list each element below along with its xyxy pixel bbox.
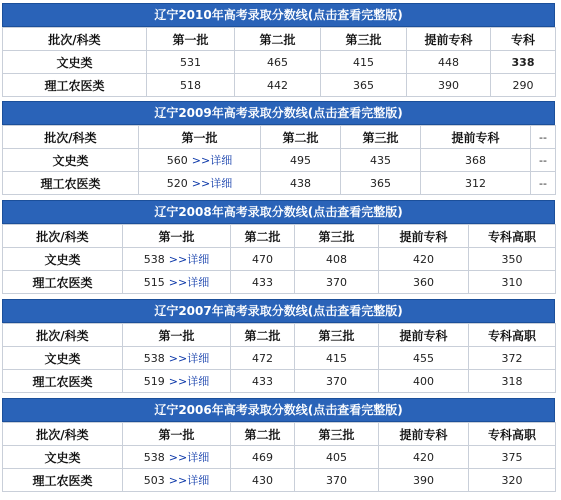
- score-cell: 531: [147, 51, 235, 74]
- score-value: 560: [166, 154, 188, 167]
- score-cell: 350: [469, 248, 556, 271]
- col-header: 第三批: [341, 126, 421, 149]
- title-2007[interactable]: 辽宁2007年高考录取分数线(点击查看完整版): [154, 304, 403, 318]
- score-cell: 312: [421, 172, 531, 195]
- title-link-2006[interactable]: [2, 398, 555, 422]
- score-cell: 372: [469, 347, 556, 370]
- score-cell: 518: [147, 74, 235, 97]
- score-cell: 469: [231, 446, 295, 469]
- header-row: [3, 126, 556, 149]
- table-row: [3, 347, 556, 370]
- score-cell: 472: [231, 347, 295, 370]
- score-cell: 470: [231, 248, 295, 271]
- col-header: 第三批: [295, 324, 379, 347]
- col-header: 第一批: [123, 324, 231, 347]
- score-cell: 368: [421, 149, 531, 172]
- score-cell: 448: [407, 51, 491, 74]
- col-header: 第三批: [321, 28, 407, 51]
- table-row: [3, 172, 556, 195]
- score-value: 538: [143, 352, 165, 365]
- table-2007: [2, 299, 555, 393]
- col-header: 第三批: [295, 225, 379, 248]
- score-cell: 438: [261, 172, 341, 195]
- score-value: 503: [143, 474, 165, 487]
- table-row: [3, 248, 556, 271]
- col-header: 批次/科类: [3, 423, 123, 446]
- table-row: [3, 149, 556, 172]
- table-2009: [2, 101, 555, 195]
- score-table-2010: [2, 27, 556, 97]
- row-category: 文史类: [3, 248, 123, 271]
- score-cell: 442: [235, 74, 321, 97]
- title-link-2009[interactable]: [2, 101, 555, 125]
- score-table-2007: [2, 323, 556, 393]
- score-cell: 495: [261, 149, 341, 172]
- score-cell: [123, 446, 231, 469]
- detail-link[interactable]: >>详细: [168, 474, 210, 487]
- header-row: [3, 28, 556, 51]
- header-row: [3, 423, 556, 446]
- score-cell: 400: [379, 370, 469, 393]
- score-cell: 430: [231, 469, 295, 492]
- col-header: 批次/科类: [3, 28, 147, 51]
- score-cell: 370: [295, 469, 379, 492]
- score-cell: [123, 271, 231, 294]
- score-value: 515: [143, 276, 165, 289]
- score-table-2008: [2, 224, 556, 294]
- score-cell: 435: [341, 149, 421, 172]
- title-link-2007[interactable]: [2, 299, 555, 323]
- col-header: 第二批: [231, 324, 295, 347]
- score-cell: 415: [321, 51, 407, 74]
- score-cell: 433: [231, 271, 295, 294]
- score-cell: 338: [491, 51, 556, 74]
- title-link-2010[interactable]: [2, 3, 555, 27]
- row-category: 理工农医类: [3, 172, 139, 195]
- score-cell: 365: [321, 74, 407, 97]
- col-header: 批次/科类: [3, 324, 123, 347]
- score-cell: 318: [469, 370, 556, 393]
- col-header: 提前专科: [407, 28, 491, 51]
- row-category: 文史类: [3, 446, 123, 469]
- col-header: 提前专科: [379, 423, 469, 446]
- detail-link[interactable]: >>详细: [168, 253, 210, 266]
- score-cell: 405: [295, 446, 379, 469]
- detail-link[interactable]: >>详细: [191, 154, 233, 167]
- score-cell: 370: [295, 271, 379, 294]
- score-cell: 320: [469, 469, 556, 492]
- col-header: 第二批: [235, 28, 321, 51]
- score-cell: --: [531, 149, 556, 172]
- detail-link[interactable]: >>详细: [168, 276, 210, 289]
- table-row: [3, 51, 556, 74]
- table-row: [3, 469, 556, 492]
- col-header: 批次/科类: [3, 225, 123, 248]
- score-cell: [123, 370, 231, 393]
- col-header: 第一批: [139, 126, 261, 149]
- col-header: --: [531, 126, 556, 149]
- col-header: 第一批: [123, 423, 231, 446]
- score-cell: 415: [295, 347, 379, 370]
- score-cell: 370: [295, 370, 379, 393]
- row-category: 理工农医类: [3, 370, 123, 393]
- col-header: 第二批: [231, 423, 295, 446]
- score-cell: --: [531, 172, 556, 195]
- score-table-2009: [2, 125, 556, 195]
- col-header: 第一批: [147, 28, 235, 51]
- score-cell: 310: [469, 271, 556, 294]
- col-header: 第三批: [295, 423, 379, 446]
- col-header: 提前专科: [421, 126, 531, 149]
- detail-link[interactable]: >>详细: [168, 375, 210, 388]
- row-category: 理工农医类: [3, 74, 147, 97]
- col-header: 第二批: [261, 126, 341, 149]
- table-row: [3, 271, 556, 294]
- detail-link[interactable]: >>详细: [168, 352, 210, 365]
- col-header: 专科高职: [469, 423, 556, 446]
- score-table-2006: [2, 422, 556, 492]
- title-2008[interactable]: 辽宁2008年高考录取分数线(点击查看完整版): [154, 205, 403, 219]
- col-header: 专科高职: [469, 324, 556, 347]
- col-header: 批次/科类: [3, 126, 139, 149]
- col-header: 第一批: [123, 225, 231, 248]
- detail-link[interactable]: >>详细: [168, 451, 210, 464]
- score-value: 538: [143, 253, 165, 266]
- score-value: 520: [166, 177, 188, 190]
- score-cell: 433: [231, 370, 295, 393]
- table-row: [3, 446, 556, 469]
- table-row: [3, 370, 556, 393]
- score-cell: 390: [407, 74, 491, 97]
- row-category: 文史类: [3, 149, 139, 172]
- score-cell: 455: [379, 347, 469, 370]
- row-category: 理工农医类: [3, 469, 123, 492]
- score-value: 519: [143, 375, 165, 388]
- table-2008: [2, 200, 555, 294]
- score-cell: 420: [379, 248, 469, 271]
- table-row: [3, 74, 556, 97]
- col-header: 第二批: [231, 225, 295, 248]
- title-2006[interactable]: 辽宁2006年高考录取分数线(点击查看完整版): [154, 403, 403, 417]
- row-category: 文史类: [3, 51, 147, 74]
- score-cell: [123, 469, 231, 492]
- score-cell: [123, 248, 231, 271]
- header-row: [3, 324, 556, 347]
- row-category: 理工农医类: [3, 271, 123, 294]
- score-cell: 375: [469, 446, 556, 469]
- title-link-2008[interactable]: [2, 200, 555, 224]
- title-2010[interactable]: 辽宁2010年高考录取分数线(点击查看完整版): [154, 8, 403, 22]
- score-cell: [139, 149, 261, 172]
- header-row: [3, 225, 556, 248]
- table-2010: [2, 3, 555, 97]
- score-cell: 390: [379, 469, 469, 492]
- score-cell: 365: [341, 172, 421, 195]
- table-2006: [2, 398, 555, 492]
- col-header: 专科: [491, 28, 556, 51]
- score-cell: [139, 172, 261, 195]
- score-cell: 360: [379, 271, 469, 294]
- score-value: 538: [143, 451, 165, 464]
- row-category: 文史类: [3, 347, 123, 370]
- col-header: 提前专科: [379, 225, 469, 248]
- detail-link[interactable]: >>详细: [191, 177, 233, 190]
- col-header: 专科高职: [469, 225, 556, 248]
- score-cell: 465: [235, 51, 321, 74]
- score-cell: [123, 347, 231, 370]
- score-cell: 290: [491, 74, 556, 97]
- title-2009[interactable]: 辽宁2009年高考录取分数线(点击查看完整版): [154, 106, 403, 120]
- score-cell: 420: [379, 446, 469, 469]
- score-cell: 408: [295, 248, 379, 271]
- col-header: 提前专科: [379, 324, 469, 347]
